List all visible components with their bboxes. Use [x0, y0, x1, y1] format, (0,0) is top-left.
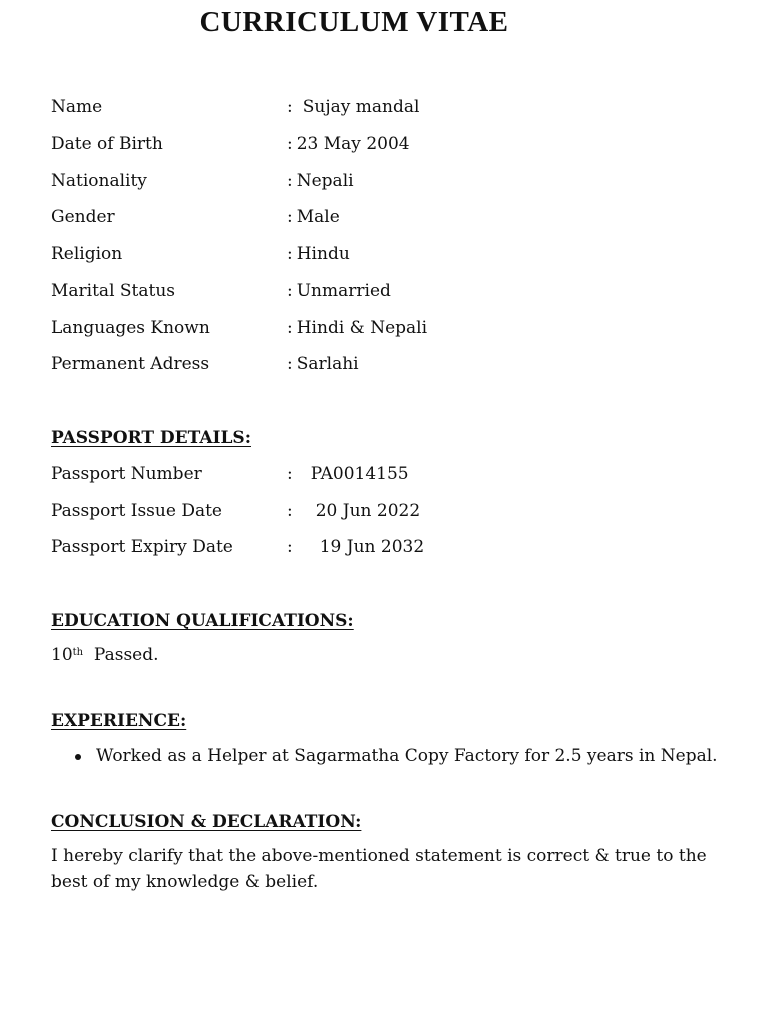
education-grade-suffix: th	[72, 647, 84, 658]
personal-row-address	[51, 354, 359, 374]
personal-row-name	[51, 97, 419, 117]
field-value: Hindu	[296, 244, 350, 264]
field-value: Unmarried	[296, 281, 391, 301]
passport-row-issue-date	[51, 501, 420, 521]
experience-item-text: Worked as a Helper at Sagarmatha Copy Factory for 2.5 years in Nepal.	[96, 746, 718, 766]
field-separator: :	[287, 171, 293, 191]
field-label: Permanent Adress	[51, 354, 210, 374]
field-label: Name	[51, 97, 103, 117]
bullet-icon	[75, 754, 81, 760]
passport-row-number	[51, 464, 409, 484]
field-label: Nationality	[51, 171, 147, 191]
field-label: Passport Expiry Date	[51, 537, 233, 557]
education-text	[51, 642, 721, 668]
passport-heading: PASSPORT DETAILS:	[51, 428, 251, 448]
passport-row-expiry-date	[51, 537, 424, 557]
field-label: Marital Status	[51, 281, 176, 301]
field-value: Male	[296, 207, 340, 227]
field-value: 20 Jun 2022	[315, 501, 421, 521]
experience-item	[72, 745, 718, 767]
field-label: Passport Number	[51, 464, 202, 484]
personal-row-marital-status	[51, 281, 391, 301]
personal-row-dob	[51, 134, 410, 154]
experience-heading: EXPERIENCE:	[51, 711, 187, 731]
field-value: Sujay mandal	[302, 97, 420, 117]
field-separator: :	[287, 501, 293, 521]
declaration-text: I hereby clarify that the above-mentioned statement is correct & true to the best of my knowledge & belief.	[51, 846, 707, 892]
field-label: Passport Issue Date	[51, 501, 222, 521]
field-value: PA0014155	[310, 464, 409, 484]
field-value: Hindi & Nepali	[296, 318, 428, 338]
field-separator: :	[287, 207, 293, 227]
field-separator: :	[287, 97, 293, 117]
field-separator: :	[287, 318, 293, 338]
field-separator: :	[287, 354, 293, 374]
personal-row-languages	[51, 318, 427, 338]
field-separator: :	[287, 537, 293, 557]
education-heading: EDUCATION QUALIFICATIONS:	[51, 611, 354, 631]
field-separator: :	[287, 281, 293, 301]
document-title: CURRICULUM VITAE	[199, 6, 509, 38]
education-grade: 10	[51, 645, 73, 665]
personal-row-religion	[51, 244, 350, 264]
field-label: Gender	[51, 207, 115, 227]
declaration-heading: CONCLUSION & DECLARATION:	[51, 812, 362, 832]
experience-list	[72, 745, 718, 767]
education-status: Passed.	[93, 645, 159, 665]
field-value: Sarlahi	[296, 354, 359, 374]
field-label: Languages Known	[51, 318, 210, 338]
field-label: Date of Birth	[51, 134, 163, 154]
field-value: Nepali	[296, 171, 354, 191]
field-separator: :	[287, 464, 293, 484]
field-value: 19 Jun 2032	[319, 537, 425, 557]
field-label: Religion	[51, 244, 123, 264]
personal-row-nationality	[51, 171, 354, 191]
field-separator: :	[287, 134, 293, 154]
personal-row-gender	[51, 207, 340, 227]
field-value: 23 May 2004	[296, 134, 410, 154]
field-separator: :	[287, 244, 293, 264]
